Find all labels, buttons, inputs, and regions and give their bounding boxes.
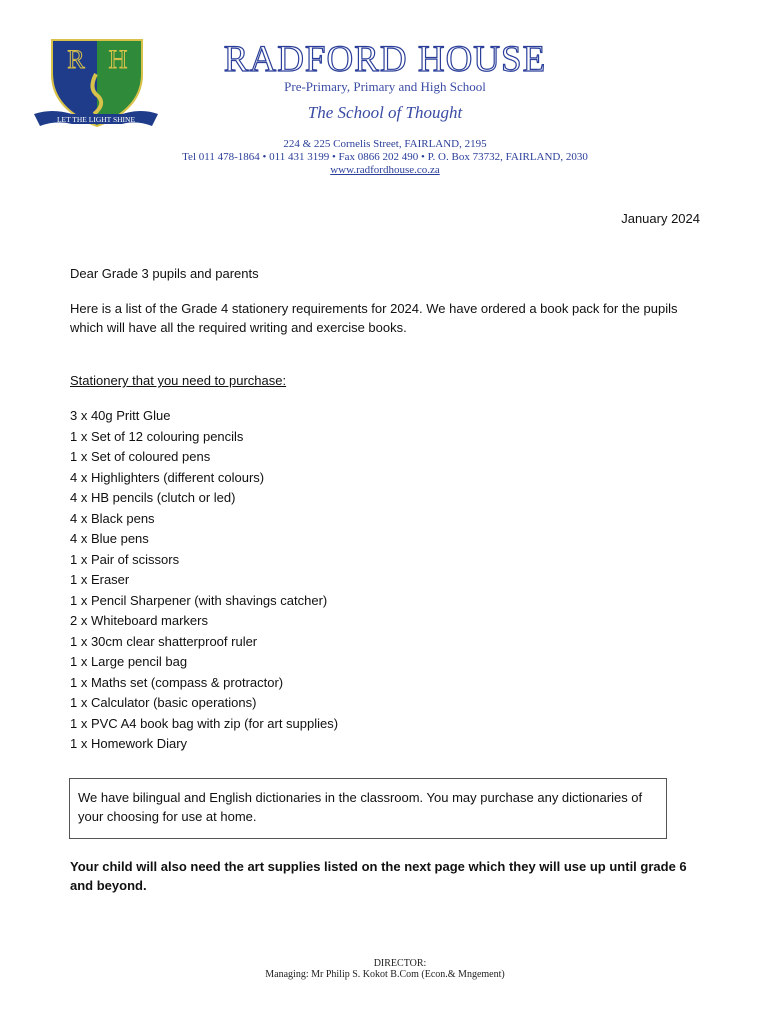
contact-line: Tel 011 478-1864 • 011 431 3199 • Fax 0866 202 490 • P. O. Box 73732, FAIRLAND, 2030 [182,151,588,163]
list-item: 2 x Whiteboard markers [70,613,208,628]
school-name: RADFORD HOUSE [223,39,547,80]
crest-letter-r: R [67,45,85,74]
letter-intro: Here is a list of the Grade 4 stationery requirements for 2024. We have ordered a book pack for the pupils which will have all the required writing and exercise books. [70,301,678,335]
list-item: 1 x Homework Diary [70,736,188,751]
list-item: 1 x Set of coloured pens [70,449,211,464]
list-item: 4 x Highlighters (different colours) [70,469,265,485]
dictionary-notice-text: We have bilingual and English dictionaries in the classroom. You may purchase any dictionaries of your choosing for use at home. [78,790,643,824]
list-item: 1 x Set of 12 colouring pencils [70,428,244,444]
website-link[interactable]: www.radfordhouse.co.za [330,164,440,176]
stationery-list-heading: Stationery that you need to purchase: [70,373,287,388]
footer-director-line: Managing: Mr Philip S. Kokot B.Com (Econ.& Mngement) [265,969,505,980]
crest-banner-text: LET THE LIGHT SHINE [56,115,136,124]
dictionary-notice-box [69,778,667,839]
list-item: 1 x Pencil Sharpener (with shavings catcher) [70,592,328,608]
school-motto: The School of Thought [307,103,463,122]
letter-greeting: Dear Grade 3 pupils and parents [70,266,259,281]
crest-letter-h: H [108,45,128,74]
list-item: 1 x Large pencil bag [70,654,188,669]
school-tagline: Pre-Primary, Primary and High School [284,79,486,94]
art-supplies-note: Your child will also need the art supplies listed on the next page which they will use up until grade 6 and beyond. [70,859,687,893]
list-item: 4 x Blue pens [70,531,149,546]
list-item: 3 x 40g Pritt Glue [70,408,171,423]
address-line: 224 & 225 Cornelis Street, FAIRLAND, 2195 [283,138,487,150]
stationery-list [70,406,710,755]
list-item: 1 x Maths set (compass & protractor) [70,674,284,690]
list-item: 1 x Pair of scissors [70,551,180,567]
list-item: 4 x Black pens [70,510,155,526]
list-item: 1 x Calculator (basic operations) [70,695,257,710]
list-item: 1 x 30cm clear shatterproof ruler [70,633,258,649]
list-item: 4 x HB pencils (clutch or led) [70,490,236,505]
list-item: 1 x PVC A4 book bag with zip (for art supplies) [70,715,339,731]
footer-title: DIRECTOR: [373,958,427,969]
letter-date: January 2024 [621,211,700,226]
list-item: 1 x Eraser [70,572,130,587]
